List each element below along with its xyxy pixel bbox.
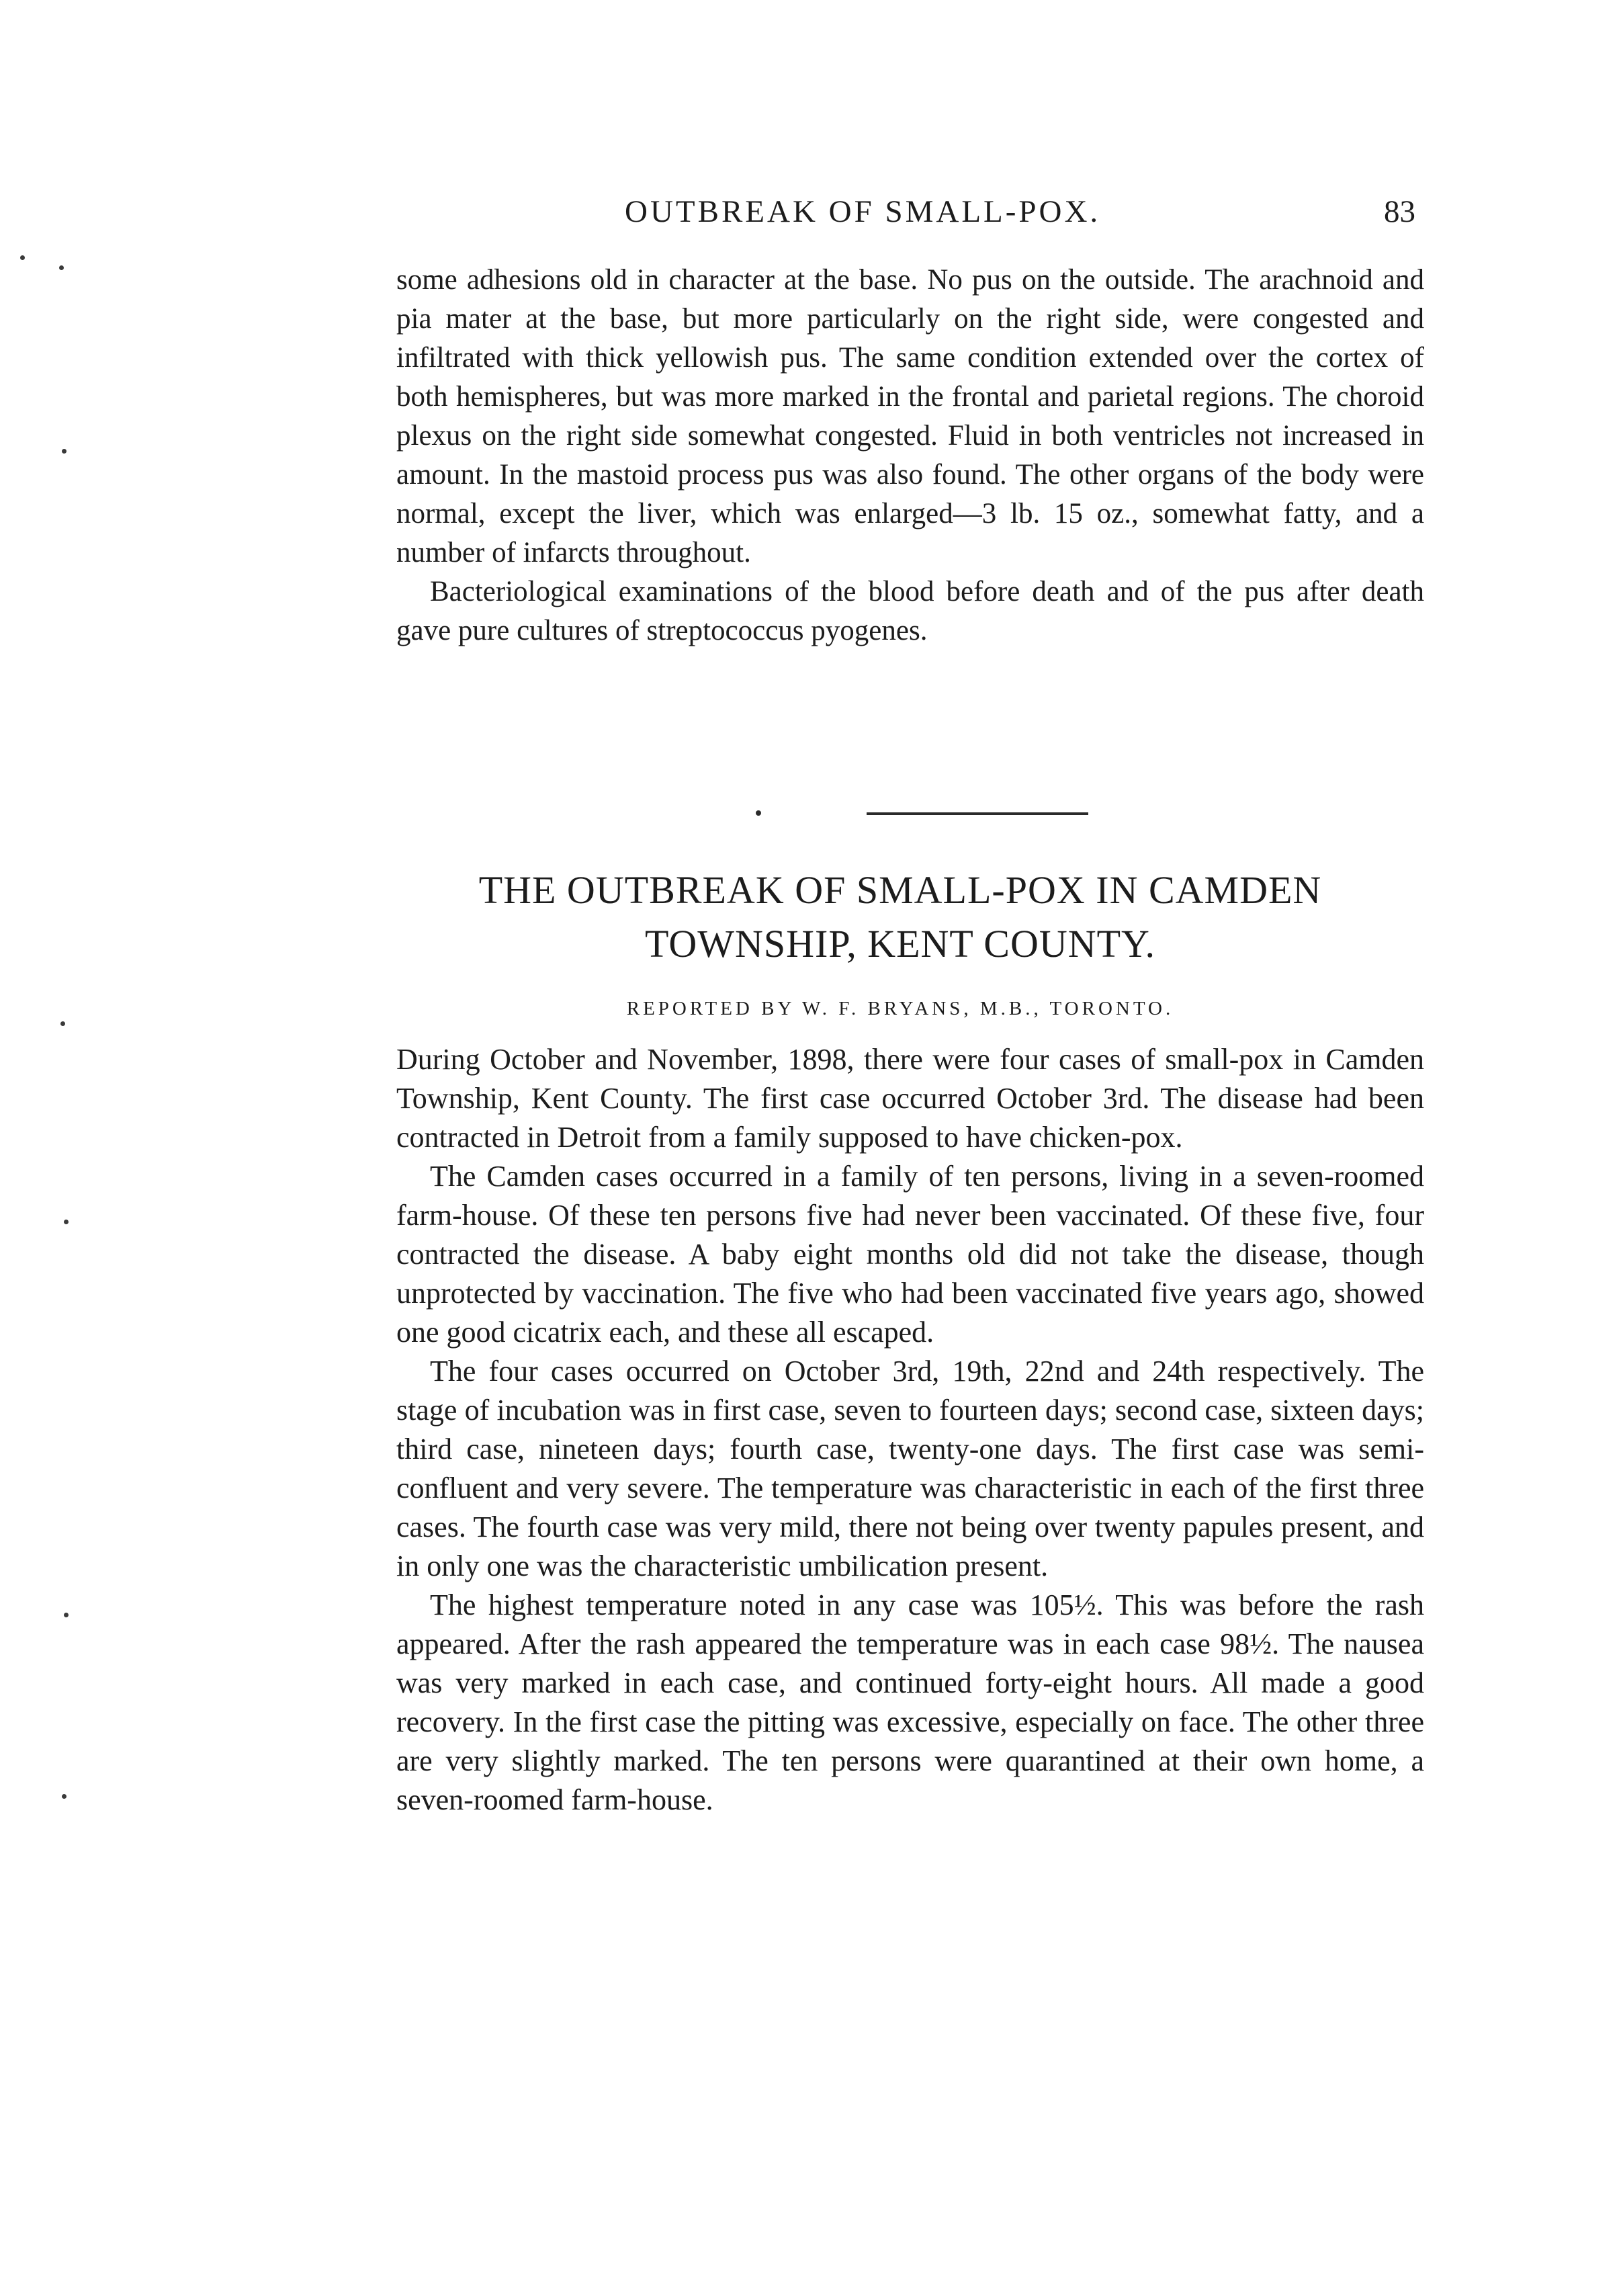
continued-text — [396, 261, 1424, 650]
running-head: OUTBREAK OF SMALL-POX. — [625, 194, 1101, 229]
separator-dot — [756, 810, 761, 816]
paragraph: Bacteriological examinations of the blood before death and of the pus after death gave pure cultures of streptococcus pyogenes. — [396, 576, 1424, 646]
article-byline: REPORTED BY W. F. BRYANS, M.B., TORONTO. — [626, 998, 1174, 1019]
paragraph: The Camden cases occurred in a family of ten persons, living in a seven-roomed farm-house. Of these ten persons five had never been vaccinated. Of these five, four contracted the disease. A baby eight months old did not take the disease, though unprotected by vaccination. The five who had been vaccinated five years ago, showed one good cicatrix each, and these all escaped. — [396, 1160, 1424, 1349]
paragraph: some adhesions old in character at the base. No pus on the outside. The arachnoid and pia mater at the base, but more particularly on the right side, were congested and infiltrated with thick yellowish pus. The same condition extended over the cortex of both hemispheres, but was more marked in the frontal and parietal regions. The choroid plexus on the right side somewhat congested. Fluid in both ventricles not increased in amount. In the mastoid process pus was also found. The other organs of the body were normal, except the liver, which was enlarged—3 lb. 15 oz., somewhat fatty, and a number of infarcts throughout. — [396, 264, 1424, 568]
paragraph: The four cases occurred on October 3rd, 19th, 22nd and 24th respectively. The stage of incubation was in first case, seven to fourteen days; second case, sixteen days; third case, nineteen days; fourth case, twenty-one days. The first case was semi-confluent and very severe. The temperature was characteristic in each of the first three cases. The fourth case was very mild, there not being over twenty papules present, and in only one was the characteristic umbilication present. — [396, 1355, 1424, 1582]
paragraph: The highest temperature noted in any case was 105½. This was before the rash appeared. After the rash appeared the temperature was in each case 98½. The nausea was very marked in each case, and continued forty-eight hours. All made a good recovery. In the first case the pitting was excessive, especially on face. The other three are very slightly marked. The ten persons were quarantined at their own home, a seven-roomed farm-house. — [396, 1588, 1424, 1816]
article-title: THE OUTBREAK OF SMALL-POX IN CAMDEN TOWNSHIP, KENT COUNTY. — [478, 868, 1322, 966]
page-number: 83 — [1384, 194, 1415, 229]
article-body — [396, 1040, 1424, 1820]
paragraph: During October and November, 1898, there were four cases of small-pox in Camden Township, Kent County. The first case occurred October 3rd. The disease had been contracted in Detroit from a family supposed to have chicken-pox. — [396, 1043, 1424, 1154]
section-divider — [867, 812, 1088, 815]
